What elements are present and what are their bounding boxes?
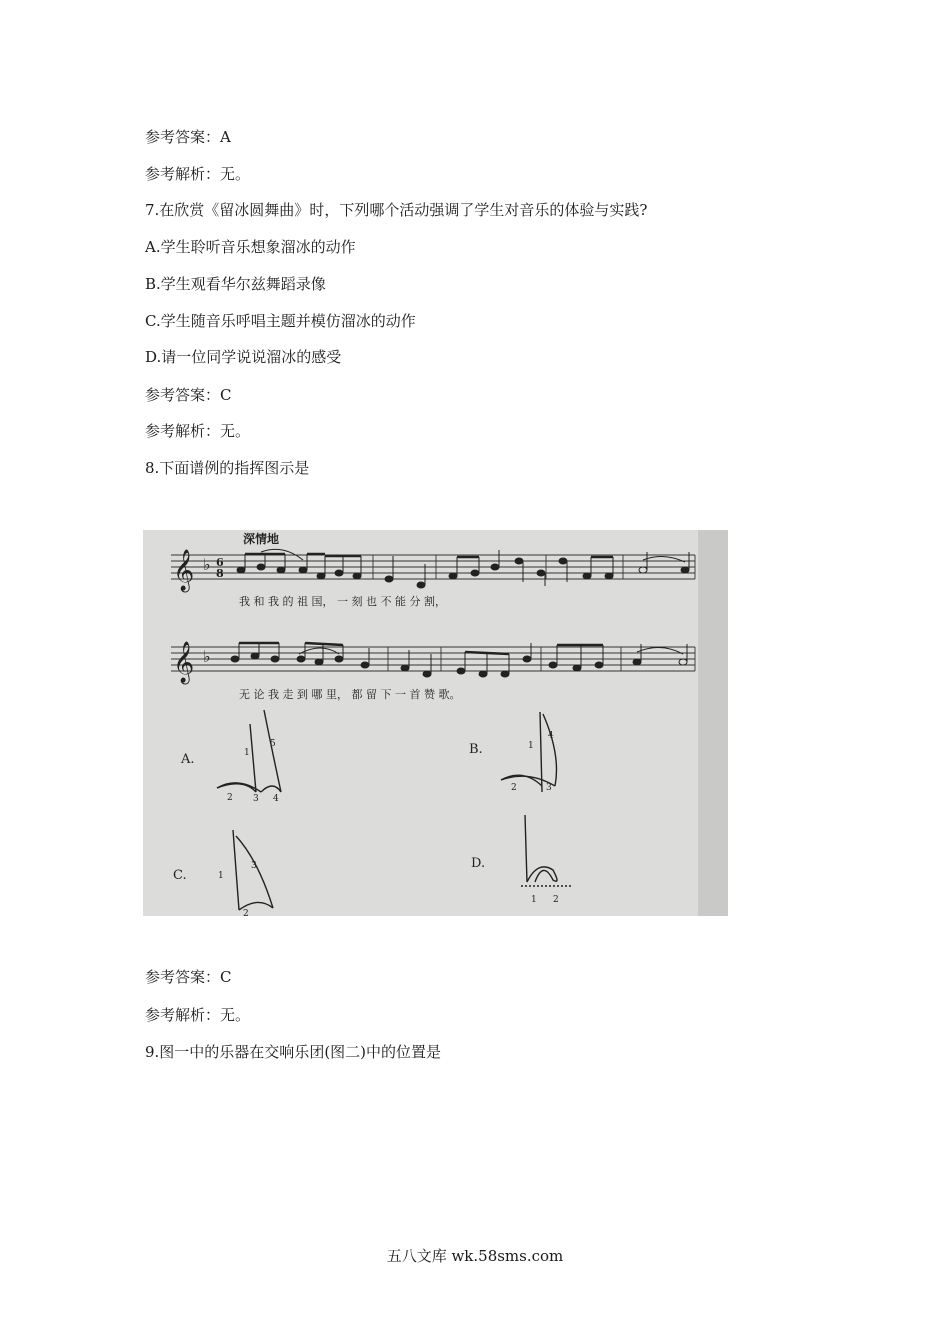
diagram-a-beat-3: 3 — [253, 794, 259, 804]
analysis-line: 参考解析：无。 — [145, 1006, 251, 1024]
footer-watermark: 五八文库 wk.58sms.com — [386, 1247, 564, 1265]
diagram-a-beat-4: 4 — [273, 794, 279, 804]
time-signature-top: 6 — [216, 556, 224, 569]
treble-clef-icon: 𝄞 — [173, 550, 195, 591]
diagram-c-beat-3: 3 — [251, 861, 257, 871]
answer-line: 参考答案：C — [145, 386, 232, 404]
diagram-a-beat-5: 5 — [270, 739, 276, 749]
diagram-d-beat-2: 2 — [553, 895, 559, 905]
diagram-c-beat-2: 2 — [243, 909, 249, 916]
diagram-b-beat-1: 1 — [528, 741, 534, 751]
answer-line: 参考答案：C — [145, 968, 232, 986]
lyrics-line-1: 我 和 我 的 祖 国， 一 刻 也 不 能 分 割， — [239, 595, 446, 608]
diagram-a-label: A. — [181, 752, 195, 767]
lyrics-line-2: 无 论 我 走 到 哪 里， 都 留 下 一 首 赞 歌。 — [239, 688, 461, 701]
diagram-b-beat-2: 2 — [511, 783, 517, 793]
diagram-a-beat-1: 1 — [244, 748, 250, 758]
time-signature-bottom: 8 — [216, 567, 224, 580]
diagram-b-label: B. — [469, 742, 483, 757]
analysis-line: 参考解析：无。 — [145, 165, 251, 183]
flat-icon: ♭ — [203, 647, 211, 666]
treble-clef-icon: 𝄞 — [173, 642, 195, 683]
diagram-b-beat-3: 3 — [546, 783, 552, 793]
diagram-d-beat-1: 1 — [531, 895, 537, 905]
question-7: 7.在欣赏《留冰圆舞曲》时，下列哪个活动强调了学生对音乐的体验与实践? — [145, 201, 648, 219]
analysis-line: 参考解析：无。 — [145, 422, 251, 440]
option-a: A.学生聆听音乐想象溜冰的动作 — [145, 238, 356, 256]
question-8: 8.下面谱例的指挥图示是 — [145, 459, 310, 477]
diagram-a-beat-2: 2 — [227, 793, 233, 803]
diagram-c-beat-1: 1 — [218, 871, 224, 881]
option-d: D.请一位同学说说溜冰的感受 — [145, 348, 342, 366]
option-c: C.学生随音乐呼唱主题并模仿溜冰的动作 — [145, 312, 416, 330]
flat-icon: ♭ — [203, 555, 211, 574]
diagram-c-label: C. — [173, 868, 187, 883]
question-9: 9.图一中的乐器在交响乐团(图二)中的位置是 — [145, 1043, 442, 1061]
diagram-b-beat-4: 4 — [548, 731, 554, 741]
diagram-d-label: D. — [471, 856, 486, 871]
tempo-marking: 深情地 — [243, 532, 280, 546]
answer-line: 参考答案：A — [145, 128, 231, 146]
option-b: B.学生观看华尔兹舞蹈录像 — [145, 275, 326, 293]
music-score-figure — [143, 530, 728, 916]
